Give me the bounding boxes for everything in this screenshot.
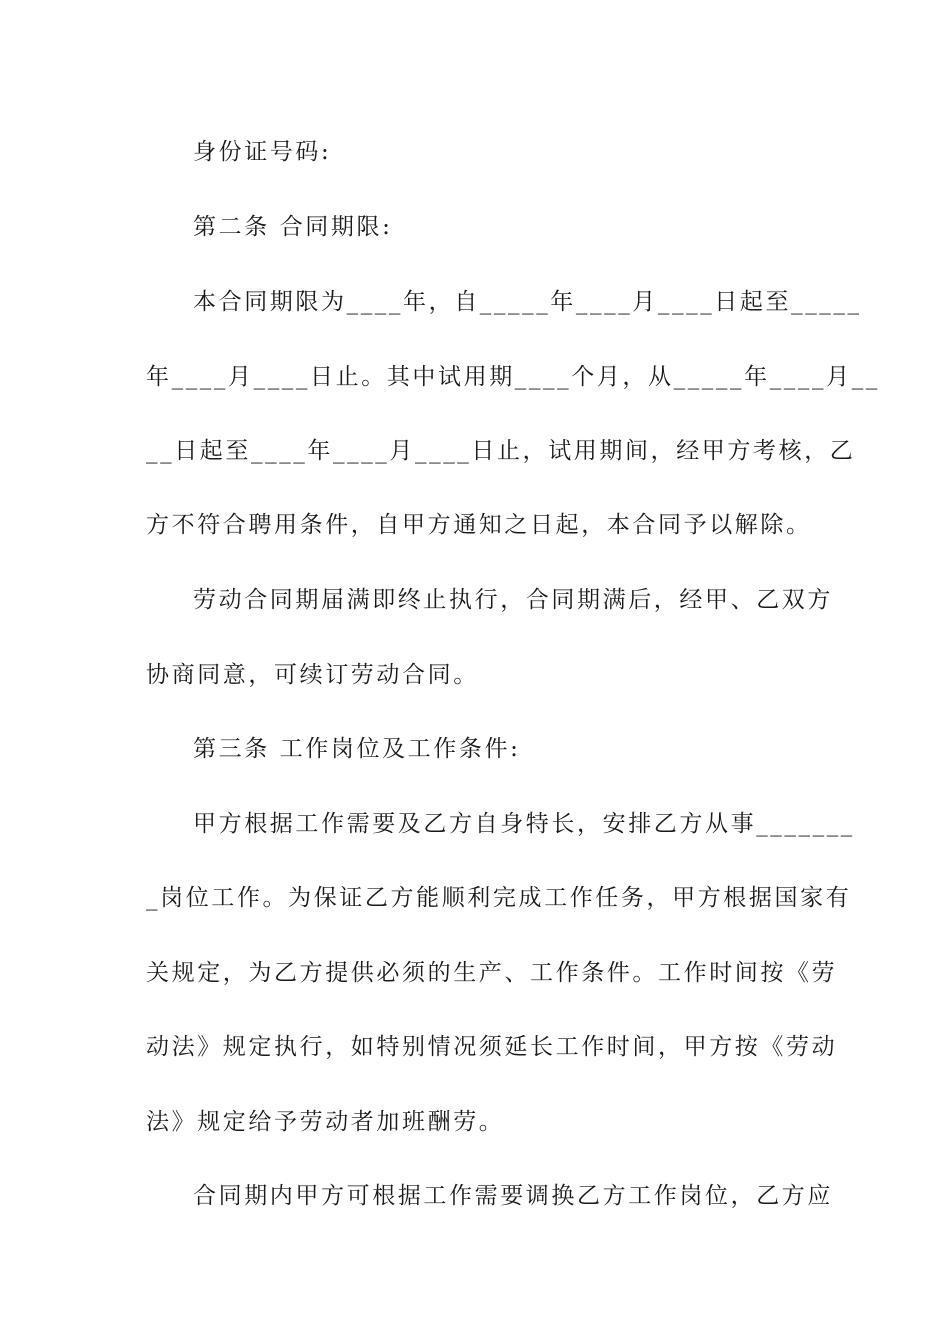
work-position-line-1: 甲方根据工作需要及乙方自身特长，安排乙方从事_______ <box>193 811 855 837</box>
work-position-line-3: 关规定，为乙方提供必须的生产、工作条件。工作时间按《劳 <box>146 960 838 986</box>
contract-term-line-3: __日起至____年____月____日止，试用期间，经甲方考核，乙 <box>146 438 856 464</box>
article-2-heading: 第二条 合同期限: <box>193 214 393 240</box>
contract-renewal-line-2: 协商同意，可续订劳动合同。 <box>146 662 479 688</box>
work-position-line-4: 动法》规定执行，如特别情况须延长工作时间，甲方按《劳动 <box>146 1034 838 1060</box>
contract-term-line-4: 方不符合聘用条件，自甲方通知之日起，本合同予以解除。 <box>146 512 812 538</box>
work-position-line-2: _岗位工作。为保证乙方能顺利完成工作任务，甲方根据国家有 <box>146 885 852 911</box>
contract-term-line-2: 年____月____日止。其中试用期____个月，从_____年____月__ <box>146 364 880 390</box>
contract-renewal-line-1: 劳动合同期届满即终止执行，合同期满后，经甲、乙双方 <box>193 587 833 613</box>
article-3-heading: 第三条 工作岗位及工作条件: <box>193 736 521 762</box>
work-position-line-5: 法》规定给予劳动者加班酬劳。 <box>146 1109 505 1135</box>
id-number-label: 身份证号码: <box>193 139 332 165</box>
contract-term-line-1: 本合同期限为____年，自_____年____月____日起至_____ <box>193 289 862 315</box>
position-transfer-line-1: 合同期内甲方可根据工作需要调换乙方工作岗位，乙方应 <box>193 1183 833 1209</box>
